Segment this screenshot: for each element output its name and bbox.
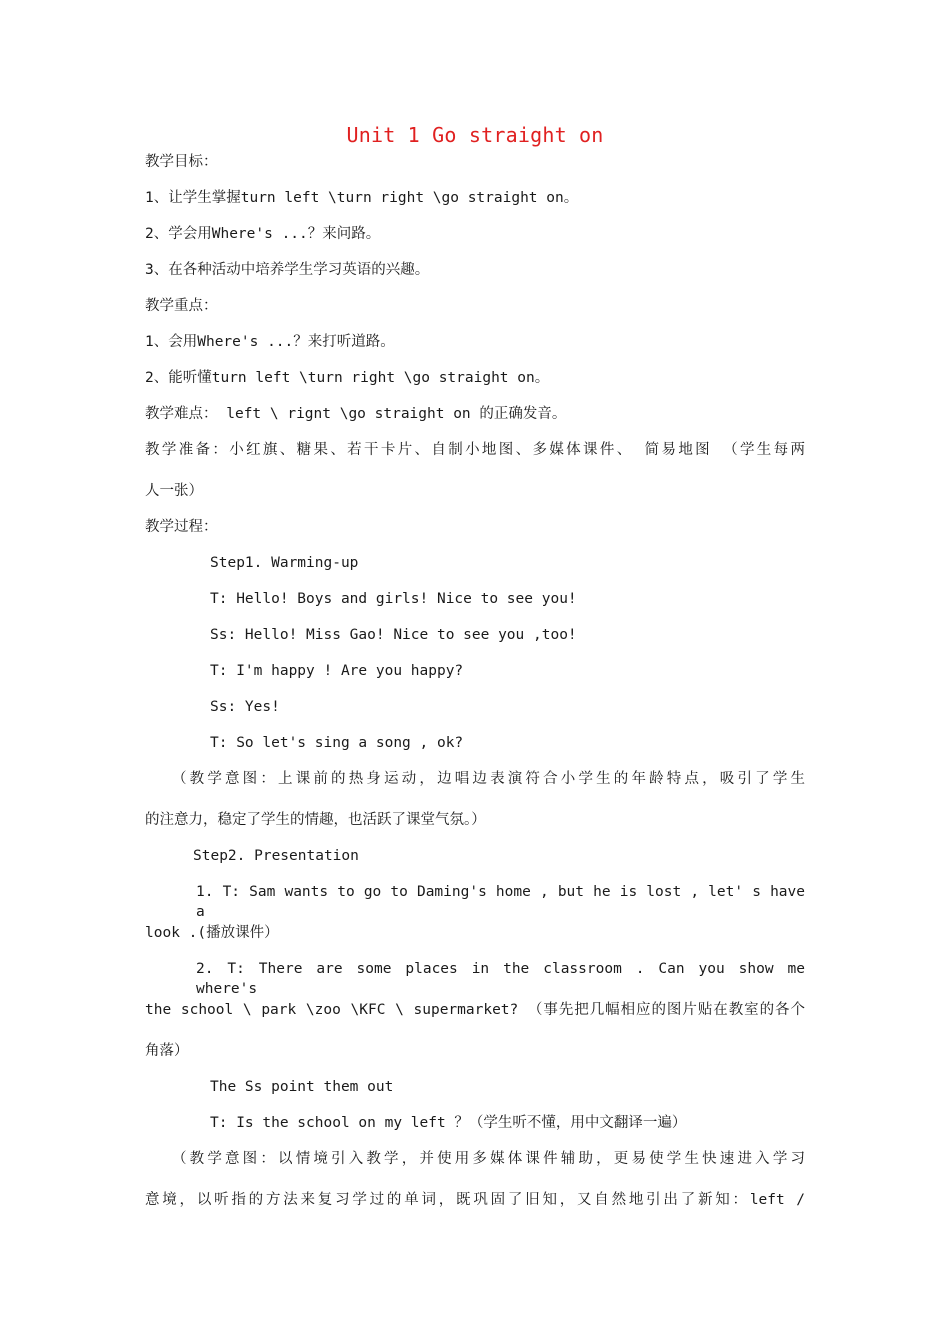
preparation-line: 教学准备：小红旗、糖果、若干卡片、自制小地图、多媒体课件、 简易地图 （学生每两: [145, 442, 805, 458]
presentation-item-2-cont2: 角落）: [145, 1043, 189, 1059]
document-title: Unit 1 Go straight on: [346, 123, 604, 147]
dialogue-line: The Ss point them out: [210, 1079, 394, 1095]
intent-note-2: （教学意图：以情境引入教学，并使用多媒体课件辅助，更易使学生快速进入学习: [172, 1151, 805, 1167]
key-point-1: 1、会用Where's ...？来打听道路。: [145, 334, 395, 350]
preparation-line-cont: 人一张）: [145, 483, 203, 499]
difficulties-line: 教学难点： left \ rignt \go straight on 的正确发音。: [145, 406, 567, 422]
presentation-item-2: 2. T: There are some places in the classroom . Can you show me where's: [196, 961, 805, 997]
dialogue-line: T: Is the school on my left ？（学生听不懂，用中文翻译一遍）: [210, 1115, 687, 1131]
presentation-item-2-cont: the school \ park \zoo \KFC \ supermarket? （事先把几幅相应的图片贴在教室的各个: [145, 1002, 805, 1018]
key-point-2: 2、能听懂turn left \turn right \go straight on。: [145, 370, 550, 386]
key-points-heading: 教学重点：: [145, 298, 218, 314]
objective-1: 1、让学生掌握turn left \turn right \go straight on。: [145, 190, 579, 206]
dialogue-line: T: Hello! Boys and girls! Nice to see you!: [210, 591, 577, 607]
objectives-heading: 教学目标：: [145, 154, 218, 170]
intent-note-1-cont: 的注意力，稳定了学生的情趣，也活跃了课堂气氛。）: [145, 812, 486, 828]
presentation-item-1-cont: look .(播放课件）: [145, 925, 279, 941]
intent-note-2-cont: 意境，以听指的方法来复习学过的单词，既巩固了旧知，又自然地引出了新知：left /: [145, 1192, 805, 1208]
intent-note-1: （教学意图：上课前的热身运动，边唱边表演符合小学生的年龄特点，吸引了学生: [172, 771, 805, 787]
step2-heading: Step2. Presentation: [193, 848, 359, 864]
dialogue-line: T: So let's sing a song , ok?: [210, 735, 464, 751]
dialogue-line: Ss: Hello! Miss Gao! Nice to see you ,too!: [210, 627, 577, 643]
dialogue-line: Ss: Yes!: [210, 699, 280, 715]
process-heading: 教学过程：: [145, 519, 218, 535]
step1-heading: Step1. Warming-up: [210, 555, 359, 571]
objective-2: 2、学会用Where's ...？来问路。: [145, 226, 381, 242]
objective-3: 3、在各种活动中培养学生学习英语的兴趣。: [145, 262, 430, 278]
presentation-item-1: 1. T: Sam wants to go to Daming's home , but he is lost , let' s have a: [196, 884, 805, 920]
dialogue-line: T: I'm happy ! Are you happy?: [210, 663, 464, 679]
